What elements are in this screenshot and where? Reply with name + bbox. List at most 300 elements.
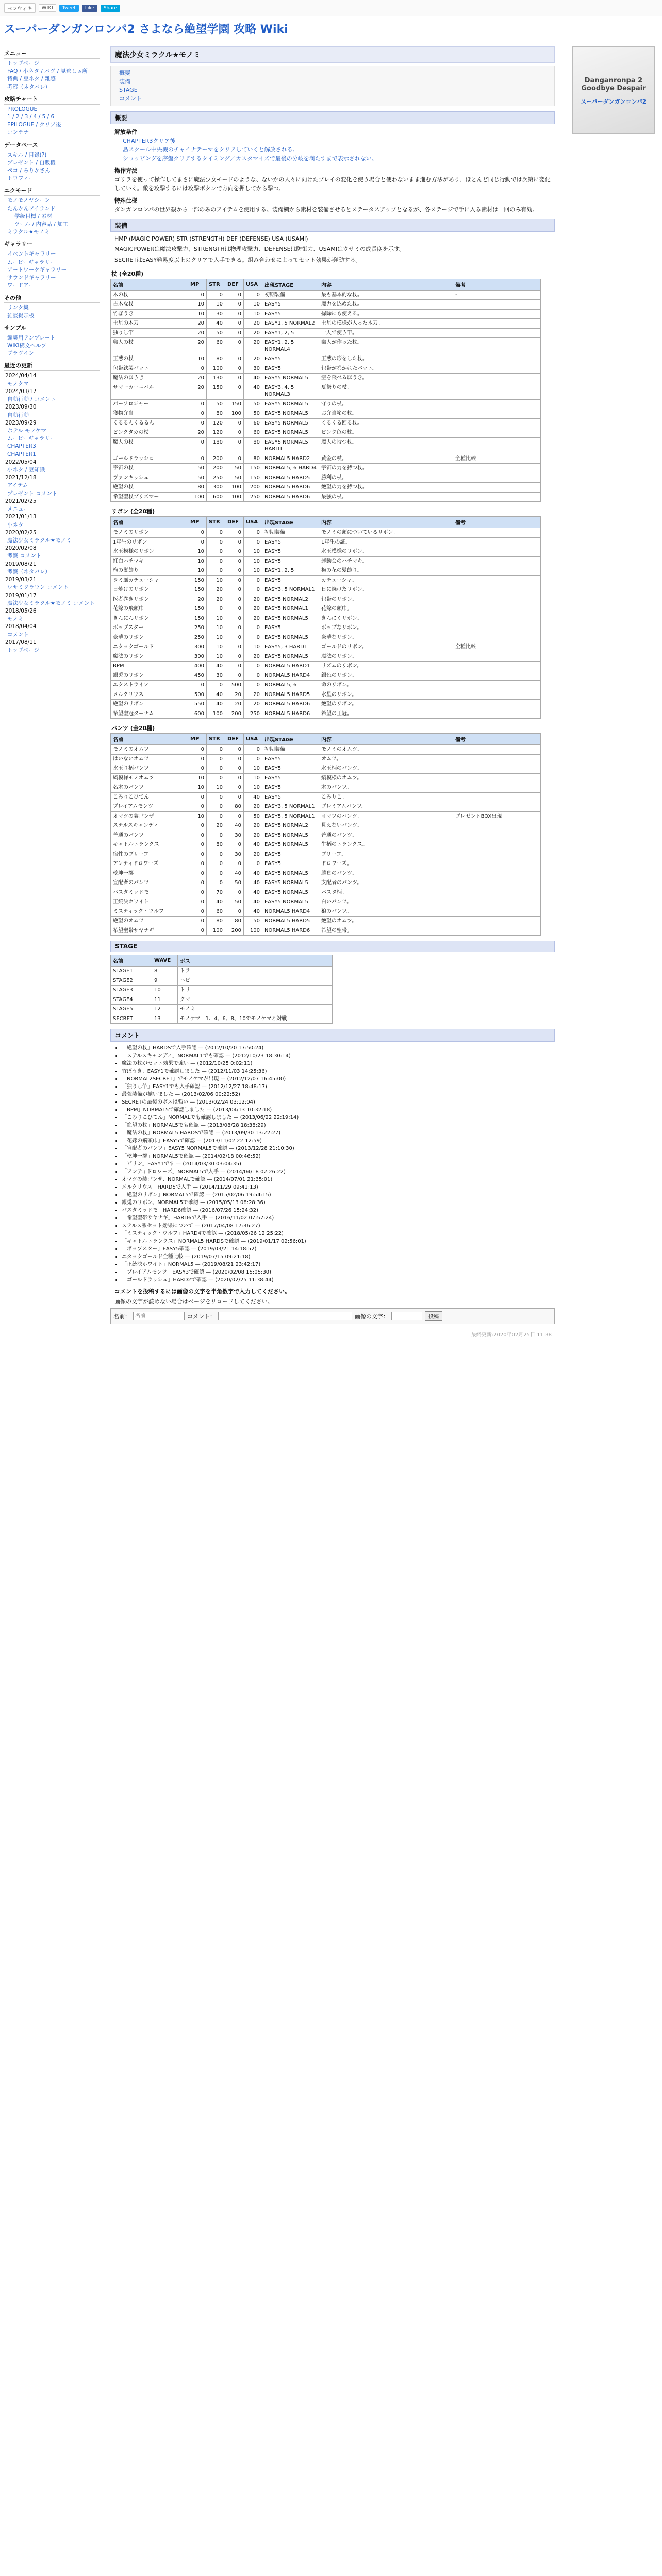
stat-notes: MAGICPOWERは魔法攻撃力、STRENGTHは物理攻撃力、DEFENSEは防御力、USAMIはウサミの成長度を示す。 — [114, 246, 405, 253]
table-row — [111, 821, 541, 831]
table-cell: NORMAL5 HARD1 — [262, 662, 319, 671]
table-cell: 0 — [225, 604, 244, 614]
table-cell: 0 — [188, 745, 207, 755]
table-cell: 水玉り柄パンツ — [111, 764, 188, 774]
recent-link[interactable]: 考察 コメント — [7, 553, 42, 560]
table-cell: 希望の王冠。 — [319, 709, 453, 719]
table-cell — [453, 897, 541, 907]
menu-sublink[interactable]: 学級目標 / 素材 — [14, 213, 53, 219]
table-cell: 100 — [225, 483, 244, 493]
table-cell: 0 — [207, 547, 225, 557]
table-cell: EASY5 NORMAL5 — [262, 652, 319, 662]
tips-heading: 特殊仕様 — [114, 197, 137, 205]
table-cell: モノミのオムツ。 — [319, 745, 453, 755]
table-row — [111, 802, 541, 812]
table-row — [111, 652, 541, 662]
table-cell: EASY1, 2, 5 NORMAL4 — [262, 338, 319, 354]
table-cell: 20 — [225, 700, 244, 709]
table-cell: プレゼントBOX出現 — [453, 811, 541, 821]
table-cell: 150 — [244, 473, 262, 483]
table-cell: 0 — [188, 437, 207, 454]
table-cell: 0 — [207, 537, 225, 547]
overview-section — [110, 128, 555, 214]
game-logo-banner[interactable] — [572, 46, 655, 134]
table-cell: 全種比較 — [453, 454, 541, 464]
recent-date: 2024/04/14 — [5, 372, 37, 379]
menu-link[interactable]: EPILOGUE / クリア後 — [7, 122, 61, 128]
table-cell: 0 — [244, 859, 262, 869]
table-cell: EASY5 — [262, 792, 319, 802]
recent-link[interactable]: CHAPTER1 — [7, 451, 36, 457]
table-cell — [453, 859, 541, 869]
table-cell: 0 — [244, 528, 262, 538]
table-cell: 絶望のオムツ。 — [319, 917, 453, 926]
table-cell: 40 — [244, 907, 262, 917]
table-cell: EASY5 — [262, 575, 319, 585]
table-cell: 土星の模様が入った木刀。 — [319, 319, 453, 329]
share-button[interactable]: Share — [101, 5, 120, 12]
comment-note: コメントを投稿するには画像の文字を半角数字で入力してください。 — [114, 1288, 290, 1295]
table-cell: EASY1, 2, 5 — [262, 328, 319, 338]
table-cell: 10 — [188, 773, 207, 783]
recent-date: 2022/05/04 — [5, 459, 37, 465]
unlock-list — [114, 137, 551, 163]
table-cell: 20 — [225, 690, 244, 700]
menu-link[interactable]: スキル / 目録(?) — [7, 151, 47, 158]
table-cell: 60 — [244, 428, 262, 438]
panties-table — [110, 733, 541, 936]
site-title[interactable]: スーパーダンガンロンパ2 さよなら絶望学園 攻略 Wiki — [4, 23, 288, 36]
table-cell: 20 — [207, 821, 225, 831]
menu-link[interactable]: 特典 / 豆ネタ / 雑感 — [7, 76, 56, 82]
table-cell: 0 — [225, 840, 244, 850]
table-cell: 包帯鉄製バット — [111, 364, 188, 374]
table-cell: EASY5 NORMAL2 — [262, 595, 319, 604]
wand-table — [110, 279, 541, 502]
table-cell — [453, 409, 541, 419]
table-cell: 100 — [207, 364, 225, 374]
table-cell: くるくる回る杖。 — [319, 418, 453, 428]
table-cell: 0 — [225, 428, 244, 438]
table-cell: 0 — [207, 556, 225, 566]
table-cell: くるるんくるるん — [111, 418, 188, 428]
table-cell: 0 — [225, 374, 244, 383]
table-cell: 命のリボン。 — [319, 681, 453, 690]
toc-link[interactable]: STAGE — [119, 87, 138, 93]
table-cell: 0 — [225, 642, 244, 652]
table-row — [111, 537, 541, 547]
table-row — [111, 483, 541, 493]
table-cell: 40 — [207, 690, 225, 700]
recent-link[interactable]: メニュー — [7, 506, 29, 513]
column-header: MP — [188, 734, 207, 745]
table-cell: ヴァンキッシュ — [111, 473, 188, 483]
table-row — [111, 383, 541, 399]
table-cell — [453, 364, 541, 374]
table-cell: 9 — [152, 976, 178, 986]
table-cell: 0 — [207, 745, 225, 755]
table-cell: 0 — [188, 888, 207, 897]
table-cell: 水玉柄のパンツ。 — [319, 764, 453, 774]
table-cell: BPM — [111, 662, 188, 671]
menu-link[interactable]: モノモノヤシーン — [7, 197, 51, 204]
table-cell: 0 — [225, 888, 244, 897]
table-cell: パスタ柄。 — [319, 888, 453, 897]
table-cell: ピンクタカの杖 — [111, 428, 188, 438]
table-cell: 600 — [188, 709, 207, 719]
table-cell — [453, 671, 541, 681]
table-row — [111, 671, 541, 681]
table-cell: 0 — [225, 290, 244, 300]
table-cell: 0 — [207, 681, 225, 690]
menu-link[interactable]: トロフィー — [7, 175, 34, 182]
table-cell: 水玉模様のリボン。 — [319, 547, 453, 557]
table-cell: EASY5 — [262, 537, 319, 547]
table-cell: 0 — [188, 869, 207, 878]
table-cell — [453, 428, 541, 438]
table-cell: 0 — [225, 595, 244, 604]
table-row — [111, 783, 541, 793]
table-cell — [453, 690, 541, 700]
table-cell: 20 — [188, 374, 207, 383]
menu-link[interactable]: プラグイン — [7, 350, 34, 357]
table-cell — [453, 383, 541, 399]
comment-item: • 「ステルスキャンディ」NORMAL1でも確認 — (2012/10/23 18:30:14) — [122, 1052, 555, 1060]
table-cell: 0 — [188, 792, 207, 802]
table-header-row — [111, 734, 541, 745]
table-cell: 0 — [225, 418, 244, 428]
menu-top-link[interactable]: トップページ — [7, 60, 40, 66]
comment-heading: コメント — [110, 1029, 555, 1042]
menu-link[interactable]: イベントギャラリー — [7, 251, 56, 258]
table-cell: 0 — [244, 585, 262, 595]
table-cell: 魔法のリボン。 — [319, 652, 453, 662]
table-cell: 550 — [188, 700, 207, 709]
comment-item: • 「絶望のリボン」NORMAL5で確認 — (2015/02/06 19:54:15) — [122, 1191, 555, 1199]
table-row — [111, 309, 541, 319]
table-cell — [453, 792, 541, 802]
table-row — [111, 585, 541, 595]
table-cell: 150 — [188, 575, 207, 585]
table-cell: EASY3, 5 NORMAL1 — [262, 802, 319, 812]
table-row — [111, 907, 541, 917]
table-cell: 0 — [225, 537, 244, 547]
table-cell: 宣配者のパンツ — [111, 878, 188, 888]
table-cell: 0 — [244, 575, 262, 585]
table-cell: 70 — [207, 888, 225, 897]
table-cell: EASY5 — [262, 300, 319, 310]
table-cell: 希望聖杖プリズマー — [111, 492, 188, 502]
table-cell: 1年生の証。 — [319, 537, 453, 547]
table-cell: 250 — [244, 709, 262, 719]
table-cell: EASY5 — [262, 773, 319, 783]
menu-link[interactable]: 雑談掲示板 — [7, 312, 35, 319]
menu-link[interactable]: たんかんアイランド — [7, 205, 56, 212]
name-input[interactable] — [133, 1312, 185, 1320]
recent-link[interactable]: プレゼント コメント — [7, 490, 58, 497]
fc2-service-button[interactable]: FC2ウィキ — [4, 3, 36, 13]
table-cell — [453, 745, 541, 755]
table-cell: 30 — [244, 364, 262, 374]
table-cell: 30 — [207, 309, 225, 319]
table-cell: 0 — [225, 319, 244, 329]
recent-link[interactable]: ホテル モノケマ — [7, 427, 46, 434]
table-cell: 20 — [244, 319, 262, 329]
table-cell — [453, 566, 541, 576]
menu-link[interactable]: FAQ / 小ネタ / バグ / 見逃しヵ所 — [7, 68, 88, 75]
comment-input[interactable] — [218, 1312, 352, 1320]
table-cell: EASY5 NORMAL2 — [262, 821, 319, 831]
recent-link[interactable]: ウサミクラウン コメント — [7, 584, 69, 591]
tweet-button[interactable]: Tweet — [59, 5, 79, 12]
table-cell: 450 — [188, 671, 207, 681]
table-cell: 40 — [244, 869, 262, 878]
table-cell: 150 — [225, 399, 244, 409]
table-row — [111, 374, 541, 383]
play-heading: 操作方法 — [114, 167, 137, 175]
table-row — [111, 399, 541, 409]
table-cell: 0 — [188, 454, 207, 464]
table-cell: 40 — [225, 821, 244, 831]
table-row — [111, 1005, 333, 1014]
table-cell: 10 — [152, 986, 178, 995]
table-cell — [453, 528, 541, 538]
recent-link[interactable]: CHAPTER3 — [7, 443, 36, 450]
recent-link[interactable]: ムービーギャラリー — [7, 435, 56, 442]
toc-link[interactable]: 概要 — [119, 70, 130, 76]
table-row — [111, 662, 541, 671]
table-row — [111, 967, 333, 976]
table-cell: EASY5 NORMAL5 — [262, 897, 319, 907]
recent-date: 2019/03/21 — [5, 577, 37, 583]
table-cell: 0 — [188, 537, 207, 547]
table-cell: 20 — [244, 354, 262, 364]
table-cell: プレイアムモンツ — [111, 802, 188, 812]
table-cell: NORMAL5 HARD5 — [262, 690, 319, 700]
menu-link[interactable]: WIKI構文ヘルプ — [7, 343, 46, 349]
recent-link[interactable]: 小ネタ / 豆知識 — [7, 467, 45, 473]
table-cell: 50 — [244, 917, 262, 926]
table-cell: 10 — [207, 575, 225, 585]
table-cell: 1年生のリボン — [111, 537, 188, 547]
menu-db-heading: データベース — [4, 141, 100, 150]
table-cell — [453, 917, 541, 926]
menu-sublink[interactable]: ツール / 内容品 / 加工 — [14, 221, 69, 228]
table-cell: EASY5, 3 HARD1 — [262, 642, 319, 652]
column-header: USA — [244, 734, 262, 745]
table-row — [111, 709, 541, 719]
menu-link[interactable]: ミラクル★モノミ — [7, 229, 50, 235]
table-cell: 0 — [225, 773, 244, 783]
recent-link[interactable]: 考察（ネタバレ） — [7, 568, 51, 575]
table-cell: 銀色のリボン。 — [319, 671, 453, 681]
table-row — [111, 1014, 333, 1024]
table-cell: 150 — [188, 614, 207, 623]
table-cell: 20 — [244, 595, 262, 604]
menu-link[interactable]: ワードアー — [7, 282, 34, 289]
table-cell: 600 — [207, 492, 225, 502]
table-cell: 20 — [244, 700, 262, 709]
table-cell: 50 — [225, 897, 244, 907]
table-cell: ステルスキャンディ — [111, 821, 188, 831]
topbar — [0, 0, 662, 16]
comment-note-2: 画像の文字が読めない場合はページをリロードしてください。 — [114, 1298, 273, 1306]
recent-link[interactable]: 自動行動 — [7, 412, 29, 418]
menu-link[interactable]: 編集用テンプレート — [7, 334, 56, 341]
menu-link[interactable]: 考察（ネタバレ） — [7, 83, 51, 90]
table-cell — [453, 700, 541, 709]
column-header: 名前 — [111, 517, 188, 528]
table-cell: 0 — [225, 745, 244, 755]
comment-item: • 最強装備が揃いました — (2013/02/06 00:22:52) — [122, 1091, 555, 1098]
table-cell: 60 — [244, 418, 262, 428]
table-cell: 80 — [207, 354, 225, 364]
table-cell: 100 — [207, 709, 225, 719]
table-cell: 8 — [152, 967, 178, 976]
menu-link[interactable]: コンテナ — [7, 129, 29, 136]
menu-link[interactable]: リンク集 — [7, 304, 29, 311]
table-cell — [453, 604, 541, 614]
table-cell: カチューシャ。 — [319, 575, 453, 585]
table-cell: 20 — [207, 595, 225, 604]
captcha-input[interactable] — [391, 1312, 422, 1320]
table-cell: 独りし竿 — [111, 328, 188, 338]
table-cell: 20 — [244, 821, 262, 831]
menu-sample-heading: サンプル — [4, 324, 100, 333]
table-cell: 40 — [244, 792, 262, 802]
table-cell: 0 — [188, 878, 207, 888]
recent-date: 2018/05/26 — [5, 607, 37, 614]
table-cell: 木の杖 — [111, 290, 188, 300]
table-cell: きんにんリボン — [111, 614, 188, 623]
table-cell: 0 — [207, 754, 225, 764]
table-cell: 0 — [207, 878, 225, 888]
table-cell: NORMAL5, 6 HARD4 — [262, 464, 319, 473]
table-cell: 初期装備 — [262, 745, 319, 755]
table-cell: 日に焼けたリボン。 — [319, 585, 453, 595]
table-cell: 150 — [244, 464, 262, 473]
table-cell: 80 — [244, 437, 262, 454]
table-row — [111, 338, 541, 354]
table-cell: 10 — [244, 773, 262, 783]
table-cell: 40 — [244, 383, 262, 399]
main-content — [103, 42, 557, 1348]
wiki-logo[interactable]: WIKI — [39, 4, 56, 12]
table-cell: 0 — [225, 575, 244, 585]
submit-button[interactable]: 投稿 — [425, 1311, 442, 1321]
recent-link[interactable]: 小ネタ — [7, 521, 24, 528]
table-cell: 絶望のリボン。 — [319, 700, 453, 709]
recent-link[interactable]: アイテム — [7, 482, 28, 489]
table-cell: 10 — [244, 566, 262, 576]
table-cell: NORMAL5 HARD6 — [262, 492, 319, 502]
table-cell: ぱいないオムツ — [111, 754, 188, 764]
recent-date: 2024/03/17 — [5, 388, 37, 395]
menu-link[interactable]: アートワークギャラリー — [7, 266, 67, 273]
table-cell: - — [453, 290, 541, 300]
table-row — [111, 840, 541, 850]
column-header: 出現STAGE — [262, 279, 319, 290]
column-header: STR — [207, 279, 225, 290]
table-cell: 10 — [207, 300, 225, 310]
table-cell: EASY5 — [262, 354, 319, 364]
menu-link[interactable]: 1 / 2 / 3 / 4 / 5 / 6 — [7, 113, 55, 120]
table-cell: EASY5 NORMAL5 — [262, 409, 319, 419]
table-cell — [453, 869, 541, 878]
menu-link[interactable]: ムービーギャラリー — [7, 259, 56, 265]
column-header: 出現STAGE — [262, 734, 319, 745]
table-cell: EASY5 — [262, 309, 319, 319]
table-cell — [453, 418, 541, 428]
recent-link[interactable]: 自動行動 / コメント — [7, 396, 56, 403]
table-cell: 初期装備 — [262, 528, 319, 538]
recent-date: 2020/02/25 — [5, 529, 37, 536]
menu-link[interactable]: ペコ / みりかさん — [7, 167, 51, 174]
table-cell: 花嫁の飛頭巾 — [111, 604, 188, 614]
table-cell — [453, 328, 541, 338]
table-cell — [453, 850, 541, 859]
table-cell: 10 — [188, 566, 207, 576]
table-cell: サマーカーニバル — [111, 383, 188, 399]
table-cell: 500 — [188, 690, 207, 700]
table-cell: 絶望の杖 — [111, 483, 188, 493]
table-cell: 0 — [225, 328, 244, 338]
table-cell: 0 — [207, 290, 225, 300]
like-button[interactable]: Like — [82, 5, 97, 12]
comment-item: • 「魔法の杖」NORMAL5 HARDSで確認 — (2013/09/30 13:22:27) — [122, 1129, 555, 1137]
table-cell: 20 — [188, 383, 207, 399]
recent-link[interactable]: モノミ — [7, 616, 24, 622]
table-cell: 20 — [188, 428, 207, 438]
table-cell — [453, 662, 541, 671]
menu-heading: メニュー — [4, 49, 100, 59]
table-cell: 10 — [244, 309, 262, 319]
comment-item: • 銀兎のリボン、NORMAL5で確認 — (2015/05/13 08:28:36) — [122, 1199, 555, 1207]
unlock-item: CHAPTER3クリア後 — [123, 138, 176, 145]
table-cell: 0 — [225, 300, 244, 310]
table-row — [111, 473, 541, 483]
menu-link[interactable]: プレゼント / 自販機 — [7, 159, 56, 166]
table-cell: ミスティック・ウルフ — [111, 907, 188, 917]
table-cell: EASY5 NORMAL5 — [262, 399, 319, 409]
table-cell: 20 — [244, 690, 262, 700]
recent-link[interactable]: モノクマ — [7, 380, 29, 387]
table-cell: 80 — [244, 454, 262, 464]
table-cell: 300 — [188, 652, 207, 662]
menu-link[interactable]: サウンドギャラリー — [7, 275, 56, 281]
recent-link[interactable]: 魔法少女ミラクル★モノミ コメント — [7, 600, 95, 606]
table-cell: 10 — [207, 614, 225, 623]
table-cell: 古木な杖 — [111, 300, 188, 310]
table-cell: 80 — [207, 840, 225, 850]
comment-item: • パスタミッドモ HARD6確認 — (2016/07/26 15:24:32) — [122, 1207, 555, 1214]
recent-link[interactable]: 魔法少女ミラクル★モノミ — [7, 537, 72, 544]
table-cell: モノミのリボン — [111, 528, 188, 538]
table-cell: EASY5 NORMAL5 — [262, 374, 319, 383]
table-cell: 絶望のリボン — [111, 700, 188, 709]
toc-link[interactable]: コメント — [119, 95, 142, 102]
recent-link[interactable]: コメント — [7, 631, 29, 638]
table-cell: 狼のパンツ。 — [319, 907, 453, 917]
table-cell: 0 — [207, 802, 225, 812]
table-cell: EASY5 — [262, 859, 319, 869]
recent-link[interactable]: トップページ — [7, 647, 40, 654]
menu-link[interactable]: PROLOGUE — [7, 106, 38, 112]
menu-gal-heading: ギャラリー — [4, 240, 100, 249]
toc-link[interactable]: 装備 — [119, 78, 130, 85]
table-cell: 20 — [244, 850, 262, 859]
captcha-label: 画像の文字： — [355, 1313, 389, 1320]
